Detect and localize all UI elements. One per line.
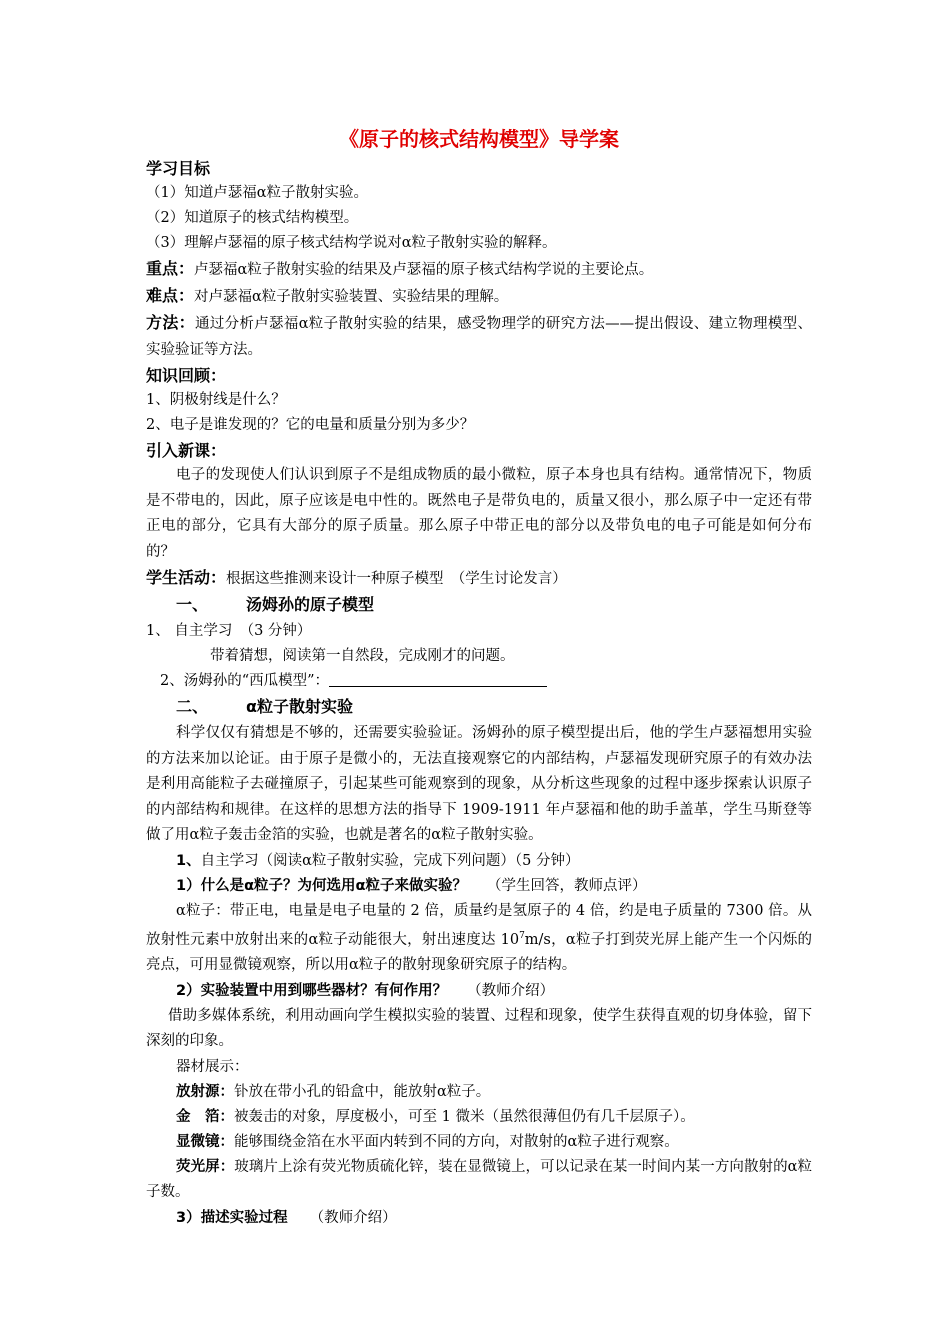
answer-exponent: 7	[519, 931, 525, 941]
section2-sub1	[146, 849, 812, 874]
equipment-label: 放射源：	[176, 1083, 234, 1100]
objective-item: （3）理解卢瑟福的原子核式结构学说对α粒子散射实验的解释。	[146, 235, 557, 251]
student-activity	[146, 565, 812, 592]
answer-part-a: α粒子：带正电，电量是电子电量的 2 倍，质量约是氢原子的 4 倍，约是电子质量的 7300 倍。从放射性元素中放射出来的α粒子动能很大，射出速度达 10	[146, 902, 812, 948]
section1-item2-label: 2、汤姆孙的“西瓜模型”：	[160, 673, 330, 689]
section2-paragraph: 科学仅仅有猜想是不够的，还需要实验验证。汤姆孙的原子模型提出后，他的学生卢瑟福想用实验的方法来加以论证。由于原子是微小的，无法直接观察它的内部结构，卢瑟福发现研究原子的有效办法是利用高能粒子去碰撞原子，引起某些可能观察到的现象，从分析这些现象的过程中逐步探索认识原子的内部结构和规律。在这样的思想方法的指导下 1909-1911 年卢瑟福和他的助手盖革，学生马斯登等做了用α粒子轰击金箔的实验，也就是著名的α粒子散射实验。	[146, 725, 812, 843]
question-1-note: （学生回答，教师点评）	[487, 877, 647, 894]
difficulty-text: 对卢瑟福α粒子散射实验装置、实验结果的理解。	[194, 289, 509, 305]
section1-item1-text: 带着猜想，阅读第一自然段，完成刚才的问题。	[210, 648, 515, 664]
activity-text: 根据这些推测来设计一种原子模型 （学生讨论发言）	[226, 571, 567, 587]
key-point-text: 卢瑟福α粒子散射实验的结果及卢瑟福的原子核式结构学说的主要论点。	[194, 262, 654, 278]
section1-title: 汤姆孙的原子模型	[246, 595, 375, 614]
section1-item2	[146, 669, 812, 694]
difficulty	[146, 283, 812, 310]
difficulty-label: 难点：	[146, 286, 195, 305]
activity-label: 学生活动：	[146, 568, 227, 587]
equipment-item	[146, 1130, 812, 1155]
sub1-number: 1、	[176, 852, 201, 869]
section1-item1: 1、 自主学习 （3 分钟）	[146, 623, 312, 639]
equipment-item	[146, 1155, 812, 1206]
question-3-text: 3）描述实验过程	[176, 1209, 288, 1226]
equipment-text: 被轰击的对象，厚度极小，可至 1 微米（虽然很薄但仍有几千层原子）。	[234, 1108, 695, 1125]
answer-part-b: m/s，α粒子打到荧光屏上能产生一个闪烁的亮点，可用显微镜观察，所以用α粒子的散射现象研究原子的结构。	[146, 931, 812, 974]
section1-heading	[146, 592, 812, 619]
equipment-label: 金 箔：	[176, 1108, 234, 1125]
equipment-text: 钋放在带小孔的铅盒中，能放射α粒子。	[234, 1083, 491, 1100]
section1-number: 一、	[176, 595, 209, 614]
intro-paragraph: 电子的发现使人们认识到原子不是组成物质的最小微粒，原子本身也具有结构。通常情况下，物质是不带电的，因此，原子应该是电中性的。既然电子是带负电的，质量又很小，那么原子中一定还有带正电的部分，它具有大部分的原子质量。那么原子中带正电的部分以及带负电的电子可能是如何分布的？	[146, 467, 812, 560]
objective-item: （1）知道卢瑟福α粒子散射实验。	[146, 185, 369, 201]
review-item: 1、阴极射线是什么？	[146, 392, 286, 408]
question-3-note: （教师介绍）	[309, 1209, 397, 1226]
method-label: 方法：	[146, 313, 195, 332]
equipment-item	[146, 1105, 812, 1130]
method-text: 通过分析卢瑟福α粒子散射实验的结果，感受物理学的研究方法——提出假设、建立物理模型、实验验证等方法。	[146, 316, 812, 358]
sub1-text: 自主学习（阅读α粒子散射实验，完成下列问题）（5 分钟）	[200, 852, 580, 869]
section2-number: 二、	[176, 697, 209, 716]
review-item: 2、电子是谁发现的？它的电量和质量分别为多少？	[146, 417, 475, 433]
equipment-text: 能够围绕金箔在水平面内转到不同的方向，对散射的α粒子进行观察。	[234, 1133, 679, 1150]
section2-heading	[146, 694, 812, 721]
equipment-label: 荧光屏：	[176, 1158, 235, 1175]
section2-title: α粒子散射实验	[246, 697, 354, 716]
equipment-item	[146, 1080, 812, 1105]
key-point	[146, 256, 812, 283]
question-2	[146, 979, 812, 1004]
question-2-text-body: 借助多媒体系统，利用动画向学生模拟实验的装置、过程和现象，使学生获得直观的切身体验，留下深刻的印象。	[146, 1007, 812, 1050]
question-2-note: （教师介绍）	[467, 982, 555, 999]
equipment-text: 玻璃片上涂有荧光物质硫化锌，装在显微镜上，可以记录在某一时间内某一方向散射的α粒子数。	[146, 1158, 813, 1201]
objectives-heading: 学习目标	[146, 159, 211, 178]
question-1	[146, 874, 812, 899]
question-1-text: 1）什么是α粒子？为何选用α粒子来做实验？	[176, 877, 468, 894]
document-page	[146, 124, 812, 1231]
equipment-heading: 器材展示：	[176, 1058, 249, 1075]
objective-item: （2）知道原子的核式结构模型。	[146, 210, 359, 226]
question-1-answer	[146, 899, 812, 979]
question-2-text: 2）实验装置中用到哪些器材？有何作用？	[176, 982, 448, 999]
key-point-label: 重点：	[146, 259, 195, 278]
document-title: 《原子的核式结构模型》导学案	[339, 127, 619, 151]
method	[146, 310, 812, 363]
question-3	[146, 1206, 812, 1231]
intro-heading: 引入新课：	[146, 441, 227, 460]
answer-blank[interactable]	[329, 670, 547, 687]
equipment-label: 显微镜：	[176, 1133, 234, 1150]
review-heading: 知识回顾：	[146, 366, 227, 385]
